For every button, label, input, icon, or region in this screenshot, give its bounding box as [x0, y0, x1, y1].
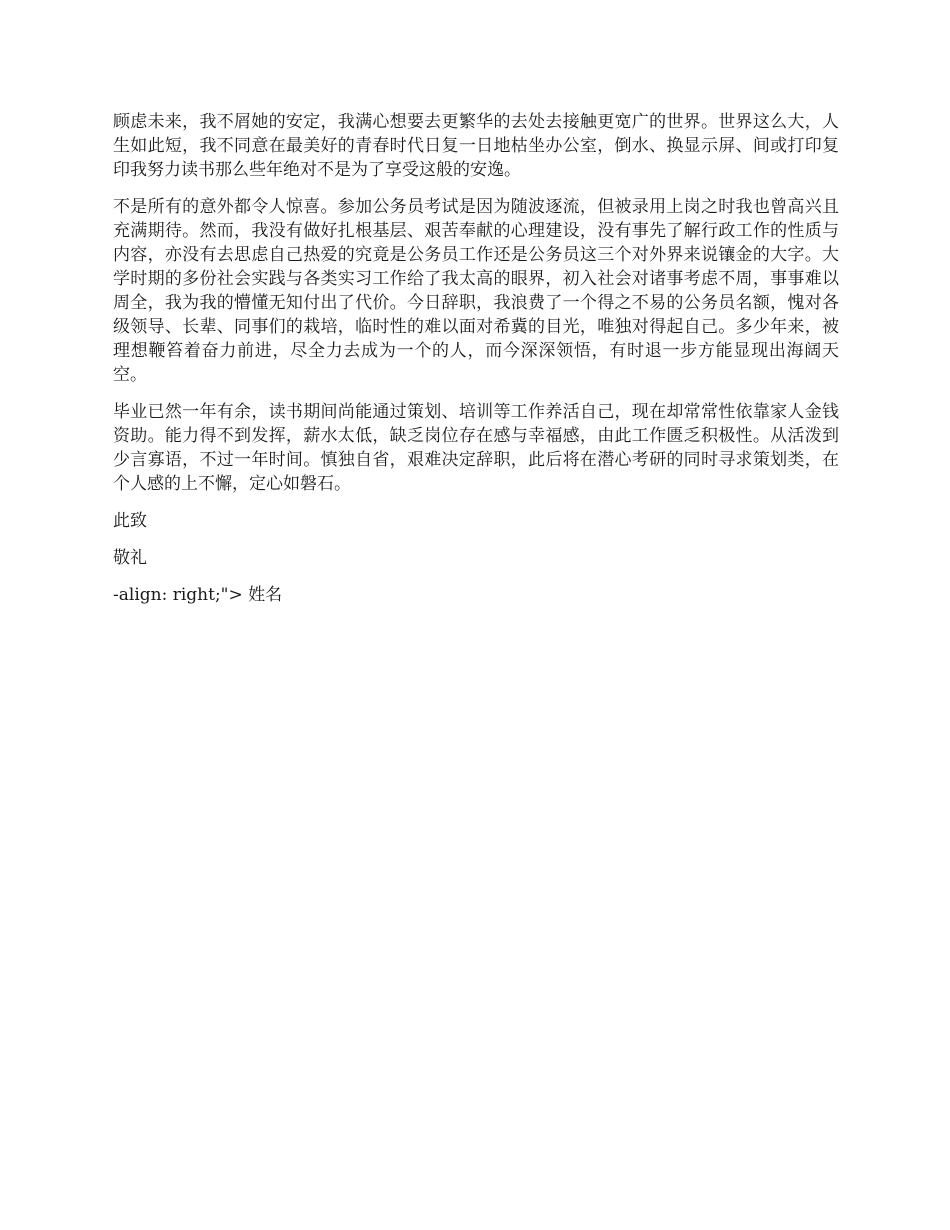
paragraph-1: 顾虑未来，我不屑她的安定，我满心想要去更繁华的去处去接触更宽广的世界。世界这么大，人生如此短，我不同意在最美好的青春时代日复一日地枯坐办公室，倒水、换显示屏、间或打印复印我努力读书那么些年绝对不是为了享受这般的安逸。	[113, 112, 839, 180]
closing-salutation: 此致	[113, 511, 147, 531]
signature-line: -align: right;"> 姓名	[113, 585, 283, 605]
document-body	[113, 110, 839, 620]
paragraph-3: 毕业已然一年有余，读书期间尚能通过策划、培训等工作养活自己，现在却常常性依靠家人金钱资助。能力得不到发挥，薪水太低，缺乏岗位存在感与幸福感，由此工作匮乏积极性。从活泼到少言寡语，不过一年时间。慎独自省，艰难决定辞职，此后将在潜心考研的同时寻求策划类，在个人感的上不懈，定心如磐石。	[113, 402, 839, 494]
closing-respect: 敬礼	[113, 548, 147, 568]
paragraph-2: 不是所有的意外都令人惊喜。参加公务员考试是因为随波逐流，但被录用上岗之时我也曾高兴且充满期待。然而，我没有做好扎根基层、艰苦奉献的心理建设，没有事先了解行政工作的性质与内容，亦没有去思虑自己热爱的究竟是公务员工作还是公务员这三个对外界来说镶金的大字。大学时期的多份社会实践与各类实习工作给了我太高的眼界，初入社会对诸事考虑不周，事事难以周全，我为我的懵懂无知付出了代价。今日辞职，我浪费了一个得之不易的公务员名额，愧对各级领导、长辈、同事们的栽培，临时性的难以面对希冀的目光，唯独对得起自己。多少年来，被理想鞭笞着奋力前进，尽全力去成为一个的人，而今深深领悟，有时退一步方能显现出海阔天空。	[113, 197, 839, 385]
